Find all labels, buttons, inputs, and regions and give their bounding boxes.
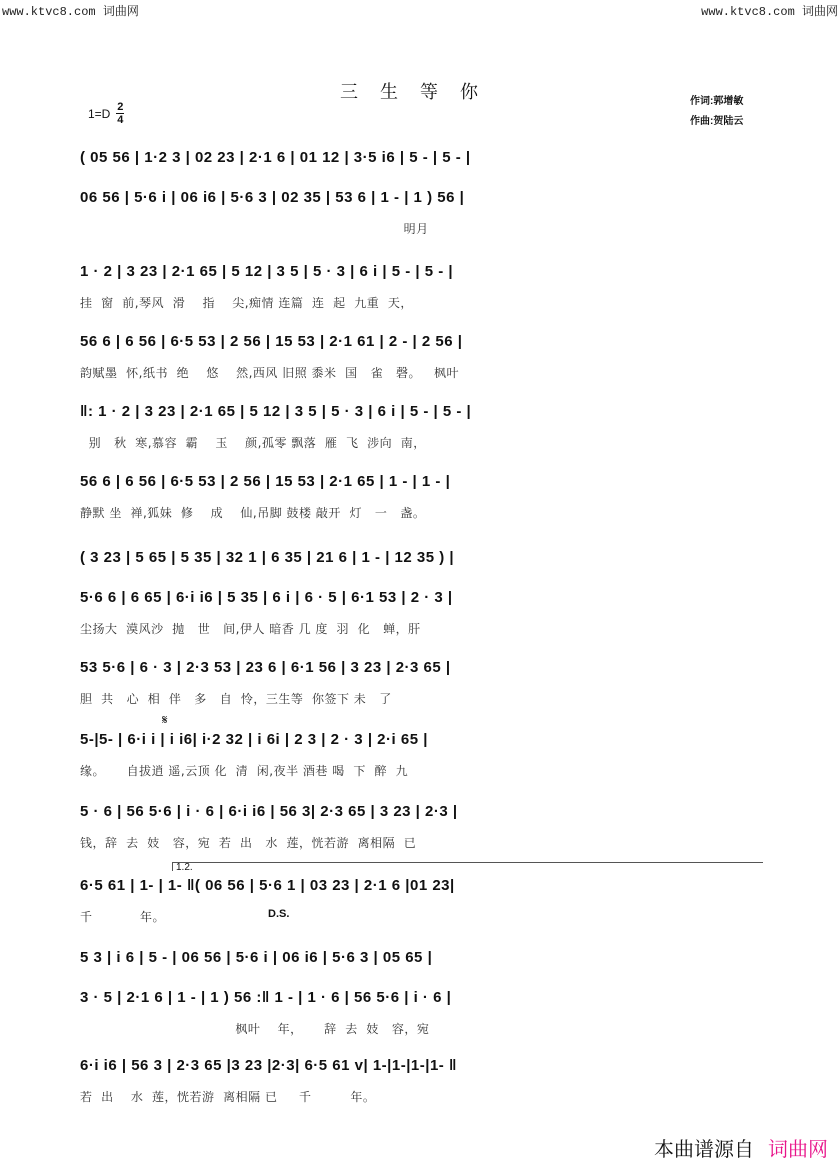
lyricist: 作词:郭增敏: [690, 96, 744, 107]
segno-icon: 𝄋: [162, 712, 168, 727]
key-signature: [88, 102, 124, 125]
time-signature: $\frac{2}{4}$: [117, 101, 124, 126]
score-line: 5·6 6 | 6 65 | 6·i i6 | 5 35 | 6 i | 6 · 5 | 6·1 53 | 2 · 3 | 尘扬大 漠风沙 抛 世 间,伊人 暗香 几 度 羽 化 蝉，肝: [80, 589, 453, 636]
brand-link[interactable]: 词曲网: [768, 1139, 828, 1161]
score-line: 5-|5- | 6·i i | i i6| i·2 32 | i 6i | 2 3 | 2 · 3 | 2·i 65 | 缘。 自拔逍 遥,云顶 化 清 闲,夜半 酒巷 喝 下 醉 九: [80, 731, 428, 778]
score-line: 53 5·6 | 6 · 3 | 2·3 53 | 23 6 | 6·1 56 | 3 23 | 2·3 65 | 胆 共 心 相 伴 多 自 怜，三生等 你签下 未 了: [80, 659, 451, 706]
score-line: 3 · 5 | 2·1 6 | 1 - | 1 ) 56 :‖ 1 - | 1 · 6 | 56 5·6 | i · 6 | 枫叶 年， 辞 去 妓 容，宛: [80, 989, 452, 1036]
volta-bracket: [172, 862, 763, 871]
score-line: 56 6 | 6 56 | 6·5 53 | 2 56 | 15 53 | 2·1 61 | 2 - | 2 56 | 韵赋墨 怀,纸书 绝 悠 然,西风 旧照 黍米 国 雀 磬。 枫叶: [80, 333, 463, 380]
score-line: 6·i i6 | 56 3 | 2·3 65 |3 23 |2·3| 6·5 61 v| 1-|1-|1-|1- ‖ 若 出 水 莲，恍若游 离相隔 已 千 年。: [80, 1057, 457, 1104]
score-line: 5 · 6 | 56 5·6 | i · 6 | 6·i i6 | 56 3| 2·3 65 | 3 23 | 2·3 | 钱，辞 去 妓 容，宛 若 出 水 莲，恍若游 离相隔 已: [80, 803, 458, 850]
dal-segno: D.S.: [268, 908, 290, 920]
score-line: ‖: 1 · 2 | 3 23 | 2·1 65 | 5 12 | 3 5 | 5 · 3 | 6 i | 5 - | 5 - | 别 秋 寒,慕容 霸 玉 颜,孤零 飘落 雁 飞 涉向 南，: [80, 403, 472, 450]
volta-label: 1.2.: [176, 862, 193, 873]
source-footer: [654, 1133, 828, 1162]
score-line: 5 3 | i 6 | 5 - | 06 56 | 5·6 i | 06 i6 | 5·6 3 | 05 65 |: [80, 949, 433, 966]
source-label: 本曲谱源自: [654, 1139, 754, 1161]
composer: 作曲:贺陆云: [690, 116, 744, 127]
key-label: 1=D: [88, 106, 111, 121]
credits: [690, 92, 743, 132]
score-line: ( 3 23 | 5 65 | 5 35 | 32 1 | 6 35 | 21 6 | 1 - | 12 35 ) |: [80, 549, 455, 566]
score-line: 06 56 | 5·6 i | 06 i6 | 5·6 3 | 02 35 | 53 6 | 1 - | 1 ) 56 | 明月: [80, 189, 465, 236]
song-title: 三生等你: [340, 82, 500, 103]
watermark-left: www.ktvc8.com 词曲网: [2, 5, 139, 19]
score-line: ( 05 56 | 1·2 3 | 02 23 | 2·1 6 | 01 12 | 3·5 i6 | 5 - | 5 - |: [80, 149, 471, 166]
watermark-right: www.ktvc8.com 词曲网: [701, 5, 838, 19]
score-line: 6·5 61 | 1- | 1- ‖( 06 56 | 5·6 1 | 03 23 | 2·1 6 |01 23| 千 年。: [80, 877, 455, 924]
score-line: 1 · 2 | 3 23 | 2·1 65 | 5 12 | 3 5 | 5 · 3 | 6 i | 5 - | 5 - | 挂 窗 前,琴风 滑 指 尖,痴情 连篇 连 起 九重 天，: [80, 263, 454, 310]
score-line: 56 6 | 6 56 | 6·5 53 | 2 56 | 15 53 | 2·1 65 | 1 - | 1 - | 静默 坐 禅,狐妹 修 成 仙,吊脚 鼓楼 敲开 灯 一 盏。: [80, 473, 451, 520]
